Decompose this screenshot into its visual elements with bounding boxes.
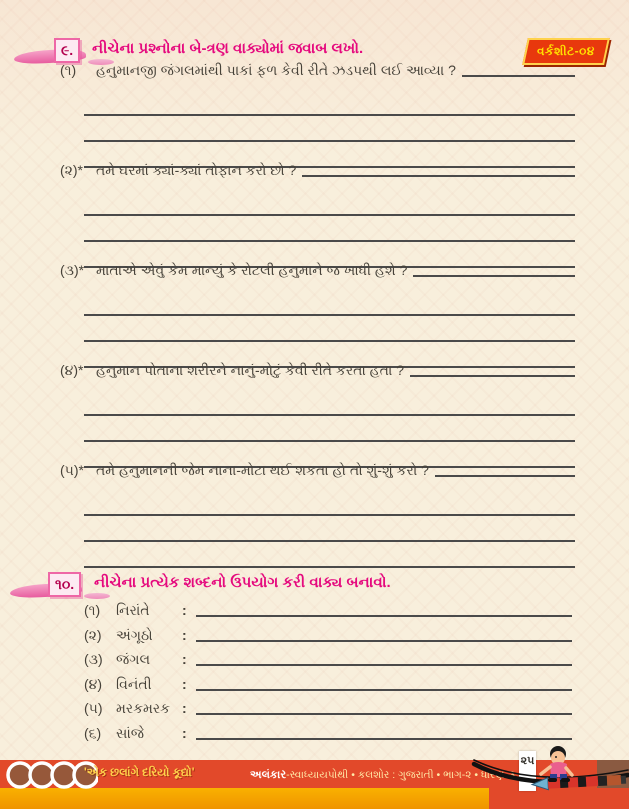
answer-rule-line bbox=[196, 700, 572, 715]
word-label: નિરાંતે bbox=[116, 602, 150, 618]
question-number: (૩)* bbox=[60, 262, 85, 278]
word-colon: : bbox=[182, 651, 187, 667]
section-10-title: નીચેના પ્રત્યેક શબ્દનો ઉપયોગ કરી વાક્ય બનાવો. bbox=[94, 574, 391, 591]
question-text: માતાએ એવું કેમ માન્યું કે રોટલી હનુમાને જ ખાધી હશે ? bbox=[96, 262, 408, 278]
answer-rule-line bbox=[84, 490, 575, 516]
question-number: (૨)* bbox=[60, 162, 83, 178]
word-number: (૬) bbox=[84, 724, 102, 741]
answer-rule-line bbox=[196, 602, 572, 617]
word-colon: : bbox=[182, 675, 187, 692]
answer-rule-line bbox=[302, 162, 575, 177]
question-text: હનુમાન પોતાના શરીરને નાનું-મોટું કેવી રીતે કરતા હતા ? bbox=[96, 362, 405, 378]
question-block bbox=[60, 462, 575, 562]
word-label: જંગલ bbox=[116, 651, 151, 667]
question-text: તમે હનુમાનની જેમ નાના-મોટા થઈ શકતા હો તો શું-શું કરો ? bbox=[96, 462, 429, 478]
word-number: (૫) bbox=[84, 700, 103, 716]
answer-rule-line bbox=[196, 676, 572, 691]
page-number: ૨૫ bbox=[520, 755, 535, 767]
word-label: વિનંતી bbox=[116, 675, 152, 692]
word-number: (૩) bbox=[84, 651, 103, 667]
question-row bbox=[60, 262, 575, 284]
word-row bbox=[84, 602, 572, 627]
chapter-title: 'એક છલાંગે દરિયો કૂદ્યો' bbox=[84, 767, 195, 779]
answer-rule-line bbox=[196, 651, 572, 666]
word-colon: : bbox=[182, 602, 187, 618]
answer-rule-line bbox=[84, 542, 575, 568]
answer-rule-line bbox=[84, 90, 575, 116]
word-row bbox=[84, 700, 572, 725]
question-list bbox=[60, 62, 575, 562]
worksheet-badge bbox=[522, 38, 610, 65]
answer-rule-line bbox=[84, 516, 575, 542]
word-number: (૪) bbox=[84, 675, 103, 692]
answer-rule-line bbox=[196, 725, 572, 740]
answer-rule-line bbox=[84, 216, 575, 242]
footer-amber-bar bbox=[0, 788, 497, 809]
kid-on-pencil-illustration bbox=[470, 744, 629, 806]
word-row bbox=[84, 627, 572, 652]
section-10-number-badge: ૧૦. bbox=[48, 572, 81, 597]
section-10-header bbox=[0, 572, 629, 600]
answer-rule-line bbox=[410, 362, 575, 377]
word-row bbox=[84, 676, 572, 701]
answer-rule-line bbox=[84, 316, 575, 342]
question-row bbox=[60, 362, 575, 384]
question-block bbox=[60, 262, 575, 362]
question-number: (૧) bbox=[60, 62, 77, 78]
answer-rule-line bbox=[462, 62, 575, 77]
section-9-number-badge: ૯. bbox=[54, 38, 80, 63]
book-name: અલંકાર bbox=[250, 769, 287, 781]
question-row bbox=[60, 162, 575, 184]
worksheet-badge-label: વર્કશીટ-૦૪ bbox=[537, 44, 595, 58]
question-text: તમે ઘરમાં ક્યાં-ક્યાં તોફાન કરો છો ? bbox=[96, 162, 297, 178]
word-label: મરકમરક bbox=[116, 700, 171, 716]
word-list bbox=[84, 602, 572, 749]
answer-rule-line bbox=[413, 262, 575, 277]
word-colon: : bbox=[182, 700, 187, 716]
section-9-title: નીચેના પ્રશ્નોના બે-ત્રણ વાક્યોમાં જવાબ લખો. bbox=[92, 40, 364, 57]
word-row bbox=[84, 651, 572, 676]
answer-rule-line bbox=[435, 462, 575, 477]
book-details: -સ્વાધ્યાયપોથી • કલશોર : ગુજરાતી • ભાગ-૨ • ધોરણ-૩ bbox=[286, 769, 515, 781]
question-row bbox=[60, 62, 575, 84]
word-number: (૨) bbox=[84, 626, 102, 643]
question-block bbox=[60, 62, 575, 162]
answer-rule-line bbox=[196, 627, 572, 642]
word-label: સાંજે bbox=[116, 724, 145, 741]
word-colon: : bbox=[182, 724, 187, 741]
footer bbox=[0, 755, 629, 809]
answer-rule-line bbox=[84, 390, 575, 416]
answer-rule-line bbox=[84, 290, 575, 316]
word-colon: : bbox=[182, 626, 187, 643]
answer-rule-line bbox=[84, 190, 575, 216]
question-number: (૪)* bbox=[60, 362, 84, 378]
question-block bbox=[60, 162, 575, 262]
question-row bbox=[60, 462, 575, 484]
question-number: (૫)* bbox=[60, 462, 84, 478]
answer-rule-line bbox=[84, 116, 575, 142]
question-text: હનુમાનજી જંગલમાંથી પાકાં ફળ કેવી રીતે ઝડપથી લઈ આવ્યા ? bbox=[96, 62, 456, 78]
word-label: અંગૂઠો bbox=[116, 626, 153, 643]
word-number: (૧) bbox=[84, 602, 101, 618]
question-block bbox=[60, 362, 575, 462]
answer-rule-line bbox=[84, 416, 575, 442]
pink-swoosh-tail-decoration bbox=[84, 593, 110, 599]
